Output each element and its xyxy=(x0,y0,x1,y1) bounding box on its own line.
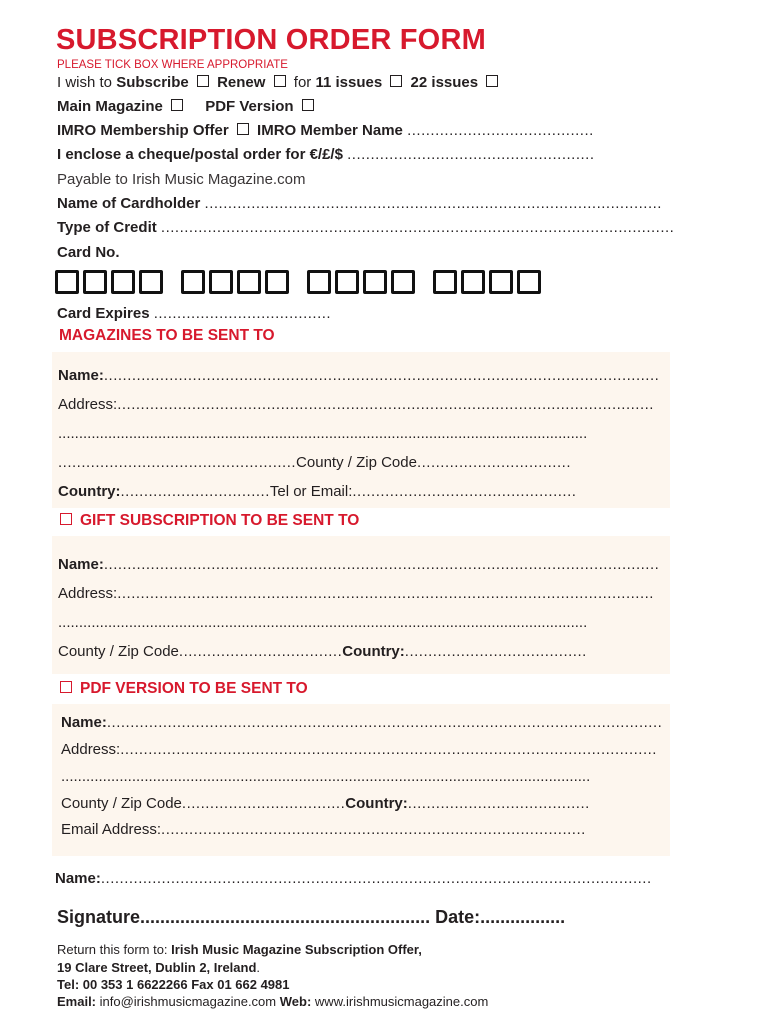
mag-name-row xyxy=(58,367,659,384)
mag-country-row xyxy=(58,483,576,500)
card-expires-row xyxy=(57,305,331,322)
pdf-country-label: Country: xyxy=(345,795,408,812)
pdf-checkbox[interactable] xyxy=(60,681,72,693)
pdf-address-label: Address: xyxy=(61,741,121,758)
pdf-version-label: PDF Version xyxy=(205,98,294,115)
pdf-email-field[interactable]: ........................................................................................... xyxy=(161,821,586,838)
gift-address-row xyxy=(58,585,654,602)
credit-type-field[interactable]: .............................................................................................................. xyxy=(160,219,675,236)
return-recipient: Irish Music Magazine Subscription Offer, xyxy=(171,942,422,957)
footer-return-line xyxy=(57,942,422,957)
gift-country-label: Country: xyxy=(342,643,405,660)
cheque-amount-field[interactable]: ..................................................... xyxy=(347,146,595,163)
card-group-3 xyxy=(307,270,419,294)
card-digit-box[interactable] xyxy=(83,270,107,294)
signature-row xyxy=(57,907,565,928)
card-digit-box[interactable] xyxy=(391,270,415,294)
gift-section-heading xyxy=(60,512,359,530)
version-row xyxy=(57,98,318,115)
credit-type-label: Type of Credit xyxy=(57,219,157,236)
mag-address-row xyxy=(58,396,654,413)
gift-county-row xyxy=(58,643,587,660)
bottom-name-field[interactable]: ...................................................................................................................... xyxy=(100,870,652,887)
magazines-panel xyxy=(52,352,670,508)
imro-offer-checkbox[interactable] xyxy=(237,123,249,135)
issues-22-checkbox[interactable] xyxy=(486,75,498,87)
pdf-address-row xyxy=(61,741,657,758)
gift-name-row xyxy=(58,556,659,573)
issues-22-label: 22 issues xyxy=(410,74,479,91)
magazines-section-heading: MAGAZINES TO BE SENT TO xyxy=(59,327,275,344)
mag-county-label: County / Zip Code xyxy=(296,454,417,471)
card-digit-box[interactable] xyxy=(461,270,485,294)
gift-country-field[interactable]: ....................................... xyxy=(404,643,587,660)
signature-field[interactable]: .......................................................... xyxy=(140,907,431,927)
subscribe-label: Subscribe xyxy=(116,74,189,91)
gift-panel xyxy=(52,536,670,674)
mag-address-field[interactable]: ................................................................................................................... xyxy=(117,396,654,413)
pdf-section-title: PDF VERSION TO BE SENT TO xyxy=(80,680,308,697)
mag-address-line-3[interactable]: ................................................... xyxy=(58,454,297,471)
imro-name-label: IMRO Member Name xyxy=(257,122,403,139)
pdf-section-heading xyxy=(60,680,308,698)
cheque-label: I enclose a cheque/postal order for €/£/$ xyxy=(57,146,343,163)
mag-county-row xyxy=(58,454,571,471)
imro-name-field[interactable]: ........................................ xyxy=(407,122,594,139)
card-group-2 xyxy=(181,270,293,294)
pdf-name-label: Name: xyxy=(61,714,107,731)
card-expires-field[interactable]: ...................................... xyxy=(153,305,332,322)
card-digit-box[interactable] xyxy=(111,270,135,294)
mag-address-line-2[interactable]: ............................................................................................................................... xyxy=(58,425,588,442)
card-digit-box[interactable] xyxy=(181,270,205,294)
card-group-1 xyxy=(55,270,167,294)
card-number-boxes xyxy=(55,270,559,294)
footer-web-link[interactable]: www.irishmusicmagazine.com xyxy=(314,994,489,1009)
gift-address-line-2[interactable]: ............................................................................................................................... xyxy=(58,614,588,631)
footer-address: 19 Clare Street, Dublin 2, Ireland xyxy=(57,960,257,975)
footer-address-end: . xyxy=(256,960,261,975)
pdf-county-field[interactable]: ................................... xyxy=(181,795,346,812)
gift-address-label: Address: xyxy=(58,585,118,602)
card-digit-box[interactable] xyxy=(363,270,387,294)
card-digit-box[interactable] xyxy=(237,270,261,294)
pdf-email-row xyxy=(61,821,586,838)
card-group-4 xyxy=(433,270,545,294)
form-subtitle: PLEASE TICK BOX WHERE APPROPRIATE xyxy=(57,59,288,71)
mag-tel-label: Tel or Email: xyxy=(269,483,353,500)
pdf-name-row xyxy=(61,714,662,731)
card-digit-box[interactable] xyxy=(265,270,289,294)
gift-section-title: GIFT SUBSCRIPTION TO BE SENT TO xyxy=(80,512,360,529)
mag-address-label: Address: xyxy=(58,396,118,413)
gift-county-field[interactable]: ................................... xyxy=(178,643,343,660)
main-magazine-checkbox[interactable] xyxy=(171,99,183,111)
pdf-county-row xyxy=(61,795,590,812)
pdf-name-field[interactable]: ....................................................................................................................... xyxy=(106,714,663,731)
gift-checkbox[interactable] xyxy=(60,513,72,525)
cardholder-field[interactable]: .................................................................................................. xyxy=(204,195,662,212)
card-no-label: Card No. xyxy=(57,244,120,261)
card-digit-box[interactable] xyxy=(307,270,331,294)
bottom-name-label: Name: xyxy=(55,870,101,887)
issues-11-checkbox[interactable] xyxy=(390,75,402,87)
renew-label: Renew xyxy=(217,74,266,91)
pdf-version-checkbox[interactable] xyxy=(302,99,314,111)
return-text: Return this form to: xyxy=(57,942,168,957)
cardholder-row xyxy=(57,195,662,212)
pdf-address-line-2[interactable]: ............................................................................................................................... xyxy=(61,768,591,785)
signature-label: Signature xyxy=(57,907,141,927)
footer-email-link[interactable]: info@irishmusicmagazine.com xyxy=(99,994,277,1009)
gift-county-label: County / Zip Code xyxy=(58,643,179,660)
bottom-name-row xyxy=(55,870,652,887)
pdf-address-field[interactable]: ................................................................................................................... xyxy=(120,741,657,758)
mag-tel-field[interactable]: ................................................ xyxy=(352,483,577,500)
card-expires-label: Card Expires xyxy=(57,305,150,322)
card-digit-box[interactable] xyxy=(139,270,163,294)
cardholder-label: Name of Cardholder xyxy=(57,195,201,212)
payable-text: Payable to Irish Music Magazine.com xyxy=(57,171,306,188)
renew-checkbox[interactable] xyxy=(274,75,286,87)
footer-contact-line xyxy=(57,994,488,1009)
main-magazine-label: Main Magazine xyxy=(57,98,163,115)
gift-name-label: Name: xyxy=(58,556,104,573)
footer-tel: Tel: 00 353 1 6622266 Fax 01 662 4981 xyxy=(57,977,290,992)
cheque-row xyxy=(57,146,595,163)
footer-address-line xyxy=(57,960,260,975)
mag-name-field[interactable]: ....................................................................................................................... xyxy=(103,367,660,384)
pdf-panel xyxy=(52,704,670,856)
footer-web-label: Web: xyxy=(279,994,312,1009)
card-digit-box[interactable] xyxy=(489,270,513,294)
date-label: Date: xyxy=(435,907,481,927)
mag-country-label: Country: xyxy=(58,483,121,500)
i-wish-text: I wish to xyxy=(57,74,113,91)
form-title: SUBSCRIPTION ORDER FORM xyxy=(56,24,486,56)
imro-offer-label: IMRO Membership Offer xyxy=(57,122,229,139)
card-digit-box[interactable] xyxy=(209,270,233,294)
for-text: for xyxy=(293,74,312,91)
pdf-county-label: County / Zip Code xyxy=(61,795,182,812)
mag-name-label: Name: xyxy=(58,367,104,384)
pdf-email-label: Email Address: xyxy=(61,821,162,838)
card-digit-box[interactable] xyxy=(517,270,541,294)
imro-row xyxy=(57,122,594,139)
mag-county-field[interactable]: ................................. xyxy=(416,454,571,471)
footer-email-label: Email: xyxy=(57,994,97,1009)
date-field[interactable]: ................. xyxy=(480,907,566,927)
card-digit-box[interactable] xyxy=(55,270,79,294)
card-digit-box[interactable] xyxy=(433,270,457,294)
credit-type-row xyxy=(57,219,674,236)
subscription-type-row xyxy=(57,74,502,91)
subscribe-checkbox[interactable] xyxy=(197,75,209,87)
pdf-country-field[interactable]: ....................................... xyxy=(407,795,590,812)
card-digit-box[interactable] xyxy=(335,270,359,294)
mag-country-field[interactable]: ................................ xyxy=(120,483,270,500)
issues-11-label: 11 issues xyxy=(315,74,383,91)
gift-name-field[interactable]: ....................................................................................................................... xyxy=(103,556,660,573)
gift-address-field[interactable]: ................................................................................................................... xyxy=(117,585,654,602)
